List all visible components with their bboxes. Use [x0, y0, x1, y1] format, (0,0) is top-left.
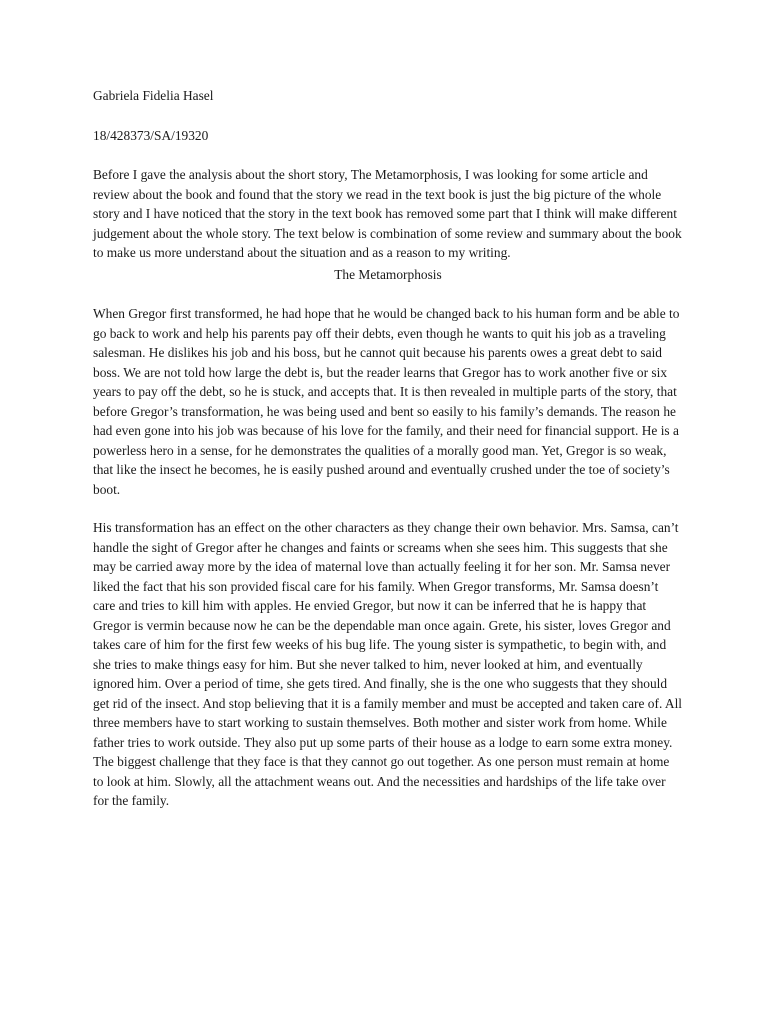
- document-body: [93, 86, 683, 811]
- student-id: 18/428373/SA/19320: [93, 127, 209, 143]
- body-paragraph-1: When Gregor first transformed, he had hope that he would be changed back to his human form and be able to go back to work and help his parents pay off their debts, even though he wants to quit his job as a traveling salesman. He dislikes his job and his boss, but he cannot quit because his parents owes a great debt to said boss. We are not told how large the debt is, but the reader learns that Gregor has to work another five or six years to pay off the debt, so he is stuck, and accepts that. It is then revealed in multiple parts of the story, that before Gregor’s transformation, he was being used and bent so easily to his family’s demands. The reason he had even gone into his job was because of his love for the family, and their need for financial support. He is a powerless hero in a sense, for he demonstrates the qualities of a morally good man. Yet, Gregor is so weak, that like the insect he becomes, he is easily pushed around and eventually crushed under the toe of society’s boot.: [93, 306, 680, 497]
- intro-paragraph: Before I gave the analysis about the short story, The Metamorphosis, I was looking for some article and review about the book and found that the story we read in the text book is just the big picture of the whole story and I have noticed that the story in the text book has removed some part that I think will make different judgement about the whole story. The text below is combination of some review and summary about the book to make us more understand about the situation and as a reason to my writing.: [93, 167, 682, 260]
- body-paragraph-2: His transformation has an effect on the other characters as they change their own behavior. Mrs. Samsa, can’t handle the sight of Gregor after he changes and faints or screams when she sees him. This suggests that she may be carried away more by the idea of maternal love than actually feeling it for her son. Mr. Samsa never liked the fact that his son provided fiscal care for his family. When Gregor transforms, Mr. Samsa doesn’t care and tries to kill him with apples. He envied Gregor, but now it can be inferred that he is happy that Gregor is vermin because now he can be the dependable man once again. Grete, his sister, loves Gregor and takes care of him for the first few weeks of his bug life. The young sister is sympathetic, to begin with, and she tries to make things easy for him. But she never talked to him, never looked at him, and eventually ignored him. Over a period of time, she gets tired. And finally, she is the one who suggests that they should get rid of the insect. And stop believing that it is a family member and must be accepted and taken care of. All three members have to start working to sustain themselves. Both mother and sister work from home. While father tries to work outside. They also put up some parts of their house as a lodge to earn some extra money. The biggest challenge that they face is that they cannot go out together. As one person must remain at home to look at him. Slowly, all the attachment weans out. And the necessities and hardships of the life take over for the family.: [93, 520, 683, 808]
- author-name: Gabriela Fidelia Hasel: [93, 88, 214, 103]
- document-title: The Metamorphosis: [334, 266, 442, 282]
